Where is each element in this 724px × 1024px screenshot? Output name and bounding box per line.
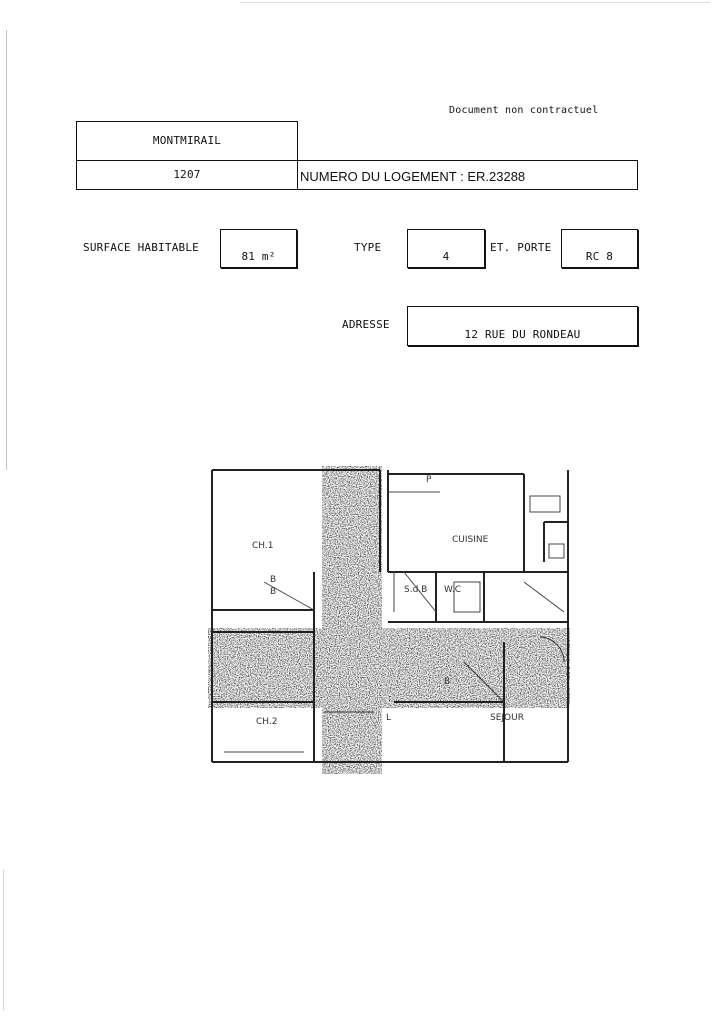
plan-mark-3: B [270, 587, 277, 597]
floor-plan [204, 462, 574, 776]
room-label-living: SEJOUR [490, 713, 524, 723]
surface-value-box [220, 229, 297, 268]
address-value-box [407, 306, 638, 346]
type-value: 4 [442, 250, 450, 263]
floor-door-label: ET. PORTE [490, 241, 552, 254]
plan-mark-1: P [426, 475, 432, 485]
address-label: ADRESSE [342, 318, 390, 331]
room-label-bath: S.d.B [404, 585, 428, 595]
housing-number-box [297, 160, 638, 190]
room-label-wc: W.C [444, 585, 462, 595]
surface-value: 81 m² [241, 250, 276, 263]
address-value: 12 RUE DU RONDEAU [464, 328, 581, 341]
floor-door-value-box [561, 229, 638, 268]
room-label-bedroom-1: CH.1 [252, 541, 274, 551]
program-name-box [76, 121, 298, 161]
surface-label: SURFACE HABITABLE [83, 241, 199, 254]
type-value-box [407, 229, 485, 268]
room-label-bedroom-2: CH.2 [256, 717, 278, 727]
scan-edge-top [240, 2, 710, 3]
plan-mark-2: B [270, 575, 277, 585]
program-name: MONTMIRAIL [152, 134, 222, 147]
program-code-box [76, 160, 298, 190]
program-code: 1207 [173, 168, 201, 181]
disclaimer-text: Document non contractuel [449, 105, 599, 116]
scan-edge-left-lower [3, 870, 4, 1010]
scan-edge-left [6, 30, 7, 470]
floor-door-value: RC 8 [585, 250, 614, 263]
room-label-kitchen: CUISINE [452, 535, 489, 545]
type-label: TYPE [354, 241, 382, 254]
housing-number: NUMERO DU LOGEMENT : ER.23288 [300, 169, 526, 184]
plan-mark-5: B [444, 677, 451, 687]
plan-mark-4: L [386, 713, 392, 723]
